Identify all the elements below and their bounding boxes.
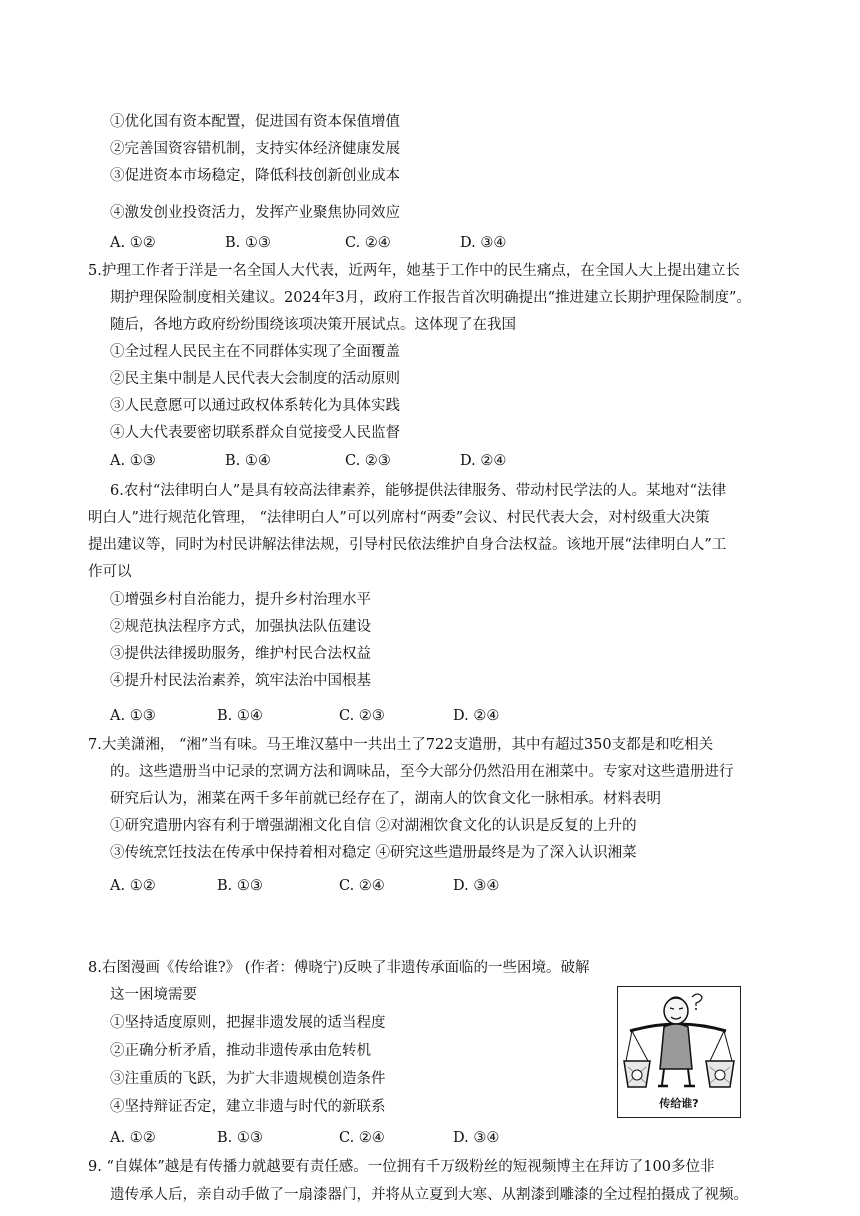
q8-stem-line-2: 这一困境需要 [110, 987, 197, 1003]
q6-item-1: ①增强乡村自治能力，提升乡村治理水平 [110, 592, 371, 608]
q8-option-d: D. ③④ [453, 1130, 500, 1146]
q4-option-c: C. ②④ [345, 235, 391, 251]
q5-item-2: ②民主集中制是人民代表大会制度的活动原则 [110, 371, 400, 387]
q4-option-d: D. ③④ [460, 235, 507, 251]
q5-item-3: ③人民意愿可以通过政权体系转化为具体实践 [110, 398, 400, 414]
q4-item-4: ④激发创业投资活力，发挥产业聚焦协同效应 [110, 205, 400, 221]
q5-item-1: ①全过程人民民主在不同群体实现了全面覆盖 [110, 344, 400, 360]
q8-item-1: ①坚持适度原则，把握非遗发展的适当程度 [110, 1015, 386, 1031]
q6-item-4: ④提升村民法治素养，筑牢法治中国根基 [110, 673, 371, 689]
q5-stem-line-1: 5.护理工作者于洋是一名全国人大代表，近两年，她基于工作中的民生痛点，在全国人大上提出建立长 [88, 263, 740, 279]
q8-option-a: A. ①② [110, 1130, 156, 1146]
q7-option-c: C. ②④ [339, 878, 385, 894]
cartoon-caption: 传给谁? [659, 1097, 699, 1110]
q8-option-b: B. ①③ [217, 1130, 263, 1146]
q5-option-a: A. ①③ [110, 453, 156, 469]
q8-item-2: ②正确分析矛盾，推动非遗传承由危转机 [110, 1043, 371, 1059]
q5-stem-line-3: 随后，各地方政府纷纷围绕该项决策开展试点。这体现了在我国 [110, 317, 516, 333]
q6-options [110, 706, 499, 726]
q6-stem-line-1: 6.农村“法律明白人”是具有较高法律素养，能够提供法律服务、带动村民学法的人。某地对“法律 [110, 483, 727, 499]
q6-option-a: A. ①③ [110, 708, 156, 724]
q5-option-c: C. ②③ [345, 453, 391, 469]
q8-item-4: ④坚持辩证否定，建立非遗与时代的新联系 [110, 1099, 386, 1115]
q7-option-a: A. ①② [110, 878, 156, 894]
q8-option-c: C. ②④ [339, 1130, 385, 1146]
cartoon-illustration [618, 987, 739, 1099]
q7-stem-line-2: 的。这些遣册当中记录的烹调方法和调味品，至今大部分仍然沿用在湘菜中。专家对这些遣册进行 [110, 764, 734, 780]
q5-option-d: D. ②④ [460, 453, 507, 469]
q9-stem-line-1: 9. “自媒体”越是有传播力就越要有责任感。一位拥有千万级粉丝的短视频博主在拜访了100多位非 [88, 1159, 715, 1175]
q5-stem-line-2: 期护理保险制度相关建议。2024年3月，政府工作报告首次明确提出“推进建立长期护理保险制度”。 [110, 290, 751, 306]
q4-item-3: ③促进资本市场稳定，降低科技创新创业成本 [110, 168, 400, 184]
q7-stem-line-3: 研究后认为，湘菜在两千多年前就已经存在了，湖南人的饮食文化一脉相承。材料表明 [110, 791, 661, 807]
q8-item-3: ③注重质的飞跃，为扩大非遗规模创造条件 [110, 1071, 386, 1087]
q4-item-2: ②完善国资容错机制，支持实体经济健康发展 [110, 141, 400, 157]
q6-option-c: C. ②③ [339, 708, 385, 724]
q4-option-a: A. ①② [110, 235, 156, 251]
q6-option-d: D. ②④ [453, 708, 500, 724]
q6-stem-line-3: 提出建议等，同时为村民讲解法律法规，引导村民依法维护自身合法权益。该地开展“法律明白人”工 [88, 537, 727, 553]
q5-option-b: B. ①④ [225, 453, 271, 469]
q6-option-b: B. ①④ [217, 708, 263, 724]
q7-options [110, 876, 499, 896]
q5-item-4: ④人大代表要密切联系群众自觉接受人民监督 [110, 425, 400, 441]
cartoon-figure [617, 986, 741, 1118]
q6-item-3: ③提供法律援助服务，维护村民合法权益 [110, 646, 371, 662]
q4-item-1: ①优化国有资本配置，促进国有资本保值增值 [110, 114, 400, 130]
q6-item-2: ②规范执法程序方式，加强执法队伍建设 [110, 619, 371, 635]
q8-options [110, 1128, 499, 1148]
q7-stem-line-1: 7.大美潇湘， “湘”当有味。马王堆汉墓中一共出土了722支遣册，其中有超过350支都是和吃相关 [88, 737, 714, 753]
q7-option-d: D. ③④ [453, 878, 500, 894]
q4-options [110, 233, 506, 253]
q5-options [110, 451, 506, 471]
q8-stem-line-1: 8.右图漫画《传给谁?》 (作者：傅晓宁)反映了非遗传承面临的一些困境。破解 [88, 960, 590, 976]
q6-stem-line-4: 作可以 [88, 564, 132, 580]
q7-item-row-1: ①研究遣册内容有利于增强湖湘文化自信 ②对湖湘饮食文化的认识是反复的上升的 [110, 818, 637, 834]
q9-stem-line-2: 遗传承人后，亲自动手做了一扇漆器门，并将从立夏到大寒、从割漆到雕漆的全过程拍摄成了视频。 [110, 1187, 748, 1203]
q4-option-b: B. ①③ [225, 235, 271, 251]
q7-item-row-2: ③传统烹饪技法在传承中保持着相对稳定 ④研究这些遣册最终是为了深入认识湘菜 [110, 845, 637, 861]
q6-stem-line-2: 明白人”进行规范化管理， “法律明白人”可以列席村“两委”会议、村民代表大会，对村级重大决策 [88, 510, 710, 526]
q7-option-b: B. ①③ [217, 878, 263, 894]
